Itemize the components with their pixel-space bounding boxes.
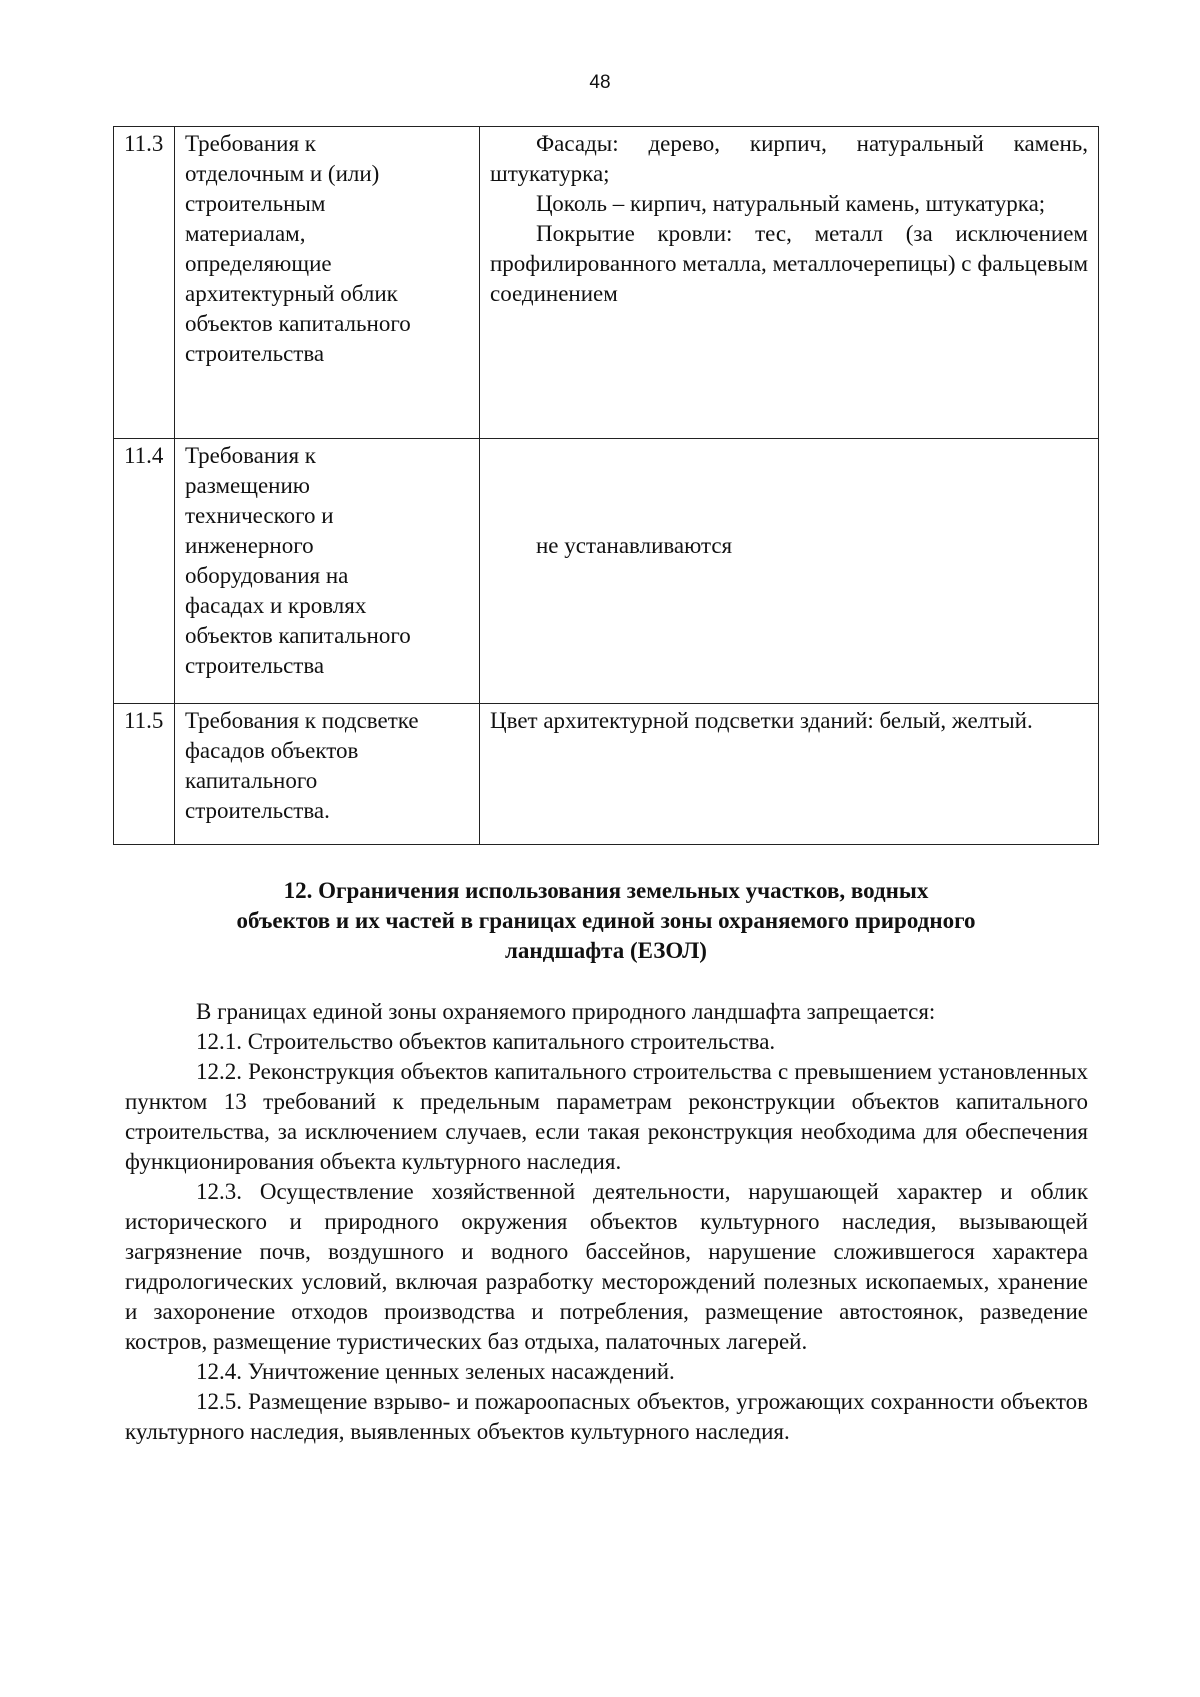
title-line: Требования к [185,443,316,468]
title-line: инженерного [185,533,314,558]
requirements-table [113,126,1099,845]
body-paragraph: 12.4. Уничтожение ценных зеленых насаждений. [196,1359,675,1384]
title-line: строительным [185,191,326,216]
title-line: капитального [185,768,318,793]
title-line: фасадах и кровлях [185,593,367,618]
title-line: материалам, [185,221,306,246]
value-paragraph: Цоколь – кирпич, натуральный камень, штукатурка; [536,191,1046,216]
title-line: определяющие [185,251,332,276]
title-line: оборудования на [185,563,349,588]
title-line: фасадов объектов [185,738,359,763]
body-paragraph: 12.1. Строительство объектов капитального строительства. [196,1029,776,1054]
section-body [125,997,1088,1447]
table-row [114,704,1099,845]
row-number: 11.5 [114,704,175,845]
title-line: архитектурный облик [185,281,398,306]
title-line: объектов капитального [185,311,411,336]
title-line: Требования к подсветке [185,708,419,733]
value-paragraph: Цвет архитектурной подсветки зданий: белый, желтый. [490,708,1033,733]
table-row [114,439,1099,704]
title-line: Требования к [185,131,316,156]
section-heading [113,876,1099,966]
body-paragraph: 12.5. Размещение взрыво- и пожароопасных объектов, угрожающих сохранности объектов культурного наследия, выявленных объектов культурного наследия. [125,1389,1088,1444]
page-number: 48 [589,72,611,93]
row-number: 11.4 [114,439,175,704]
title-line: размещению [185,473,310,498]
title-line: строительства [185,341,325,366]
row-value [480,704,1099,845]
body-paragraph: 12.3. Осуществление хозяйственной деятельности, нарушающей характер и облик исторического и природного окружения объектов культурного наследия, вызывающей загрязнение почв, воздушного и водного бассейнов, нарушение сложившегося характера гидрологических условий, включая разработку месторождений полезных ископаемых, хранение и захоронение отходов производства и потребления, размещение автостоянок, разведение костров, размещение туристических баз отдыха, палаточных лагерей. [125,1179,1088,1354]
value-paragraph: не устанавливаются [536,533,733,558]
row-title [175,439,480,704]
heading-line: объектов и их частей в границах единой зоны охраняемого природного [236,908,976,933]
row-number: 11.3 [114,127,175,439]
row-value [480,439,1099,704]
row-value [480,127,1099,439]
value-paragraph: Покрытие кровли: тес, металл (за исключением профилированного металла, металлочерепицы) с фальцевым соединением [490,221,1088,306]
heading-line: ландшафта (ЕЗОЛ) [505,938,707,963]
title-line: строительства. [185,798,330,823]
body-paragraph: 12.2. Реконструкция объектов капитального строительства с превышением установленных пунктом 13 требований к предельным параметрам реконструкции объектов капитального строительства, за исключением случаев, если такая реконструкция необходима для обеспечения функционирования объекта культурного наследия. [125,1059,1088,1174]
title-line: объектов капитального [185,623,411,648]
table-row [114,127,1099,439]
row-title [175,704,480,845]
row-title [175,127,480,439]
body-paragraph: В границах единой зоны охраняемого природного ландшафта запрещается: [196,999,936,1024]
heading-line: 12. Ограничения использования земельных участков, водных [283,878,929,903]
value-paragraph: Фасады: дерево, кирпич, натуральный камень, штукатурка; [490,131,1088,186]
title-line: отделочным и (или) [185,161,380,186]
title-line: строительства [185,653,325,678]
title-line: технического и [185,503,334,528]
